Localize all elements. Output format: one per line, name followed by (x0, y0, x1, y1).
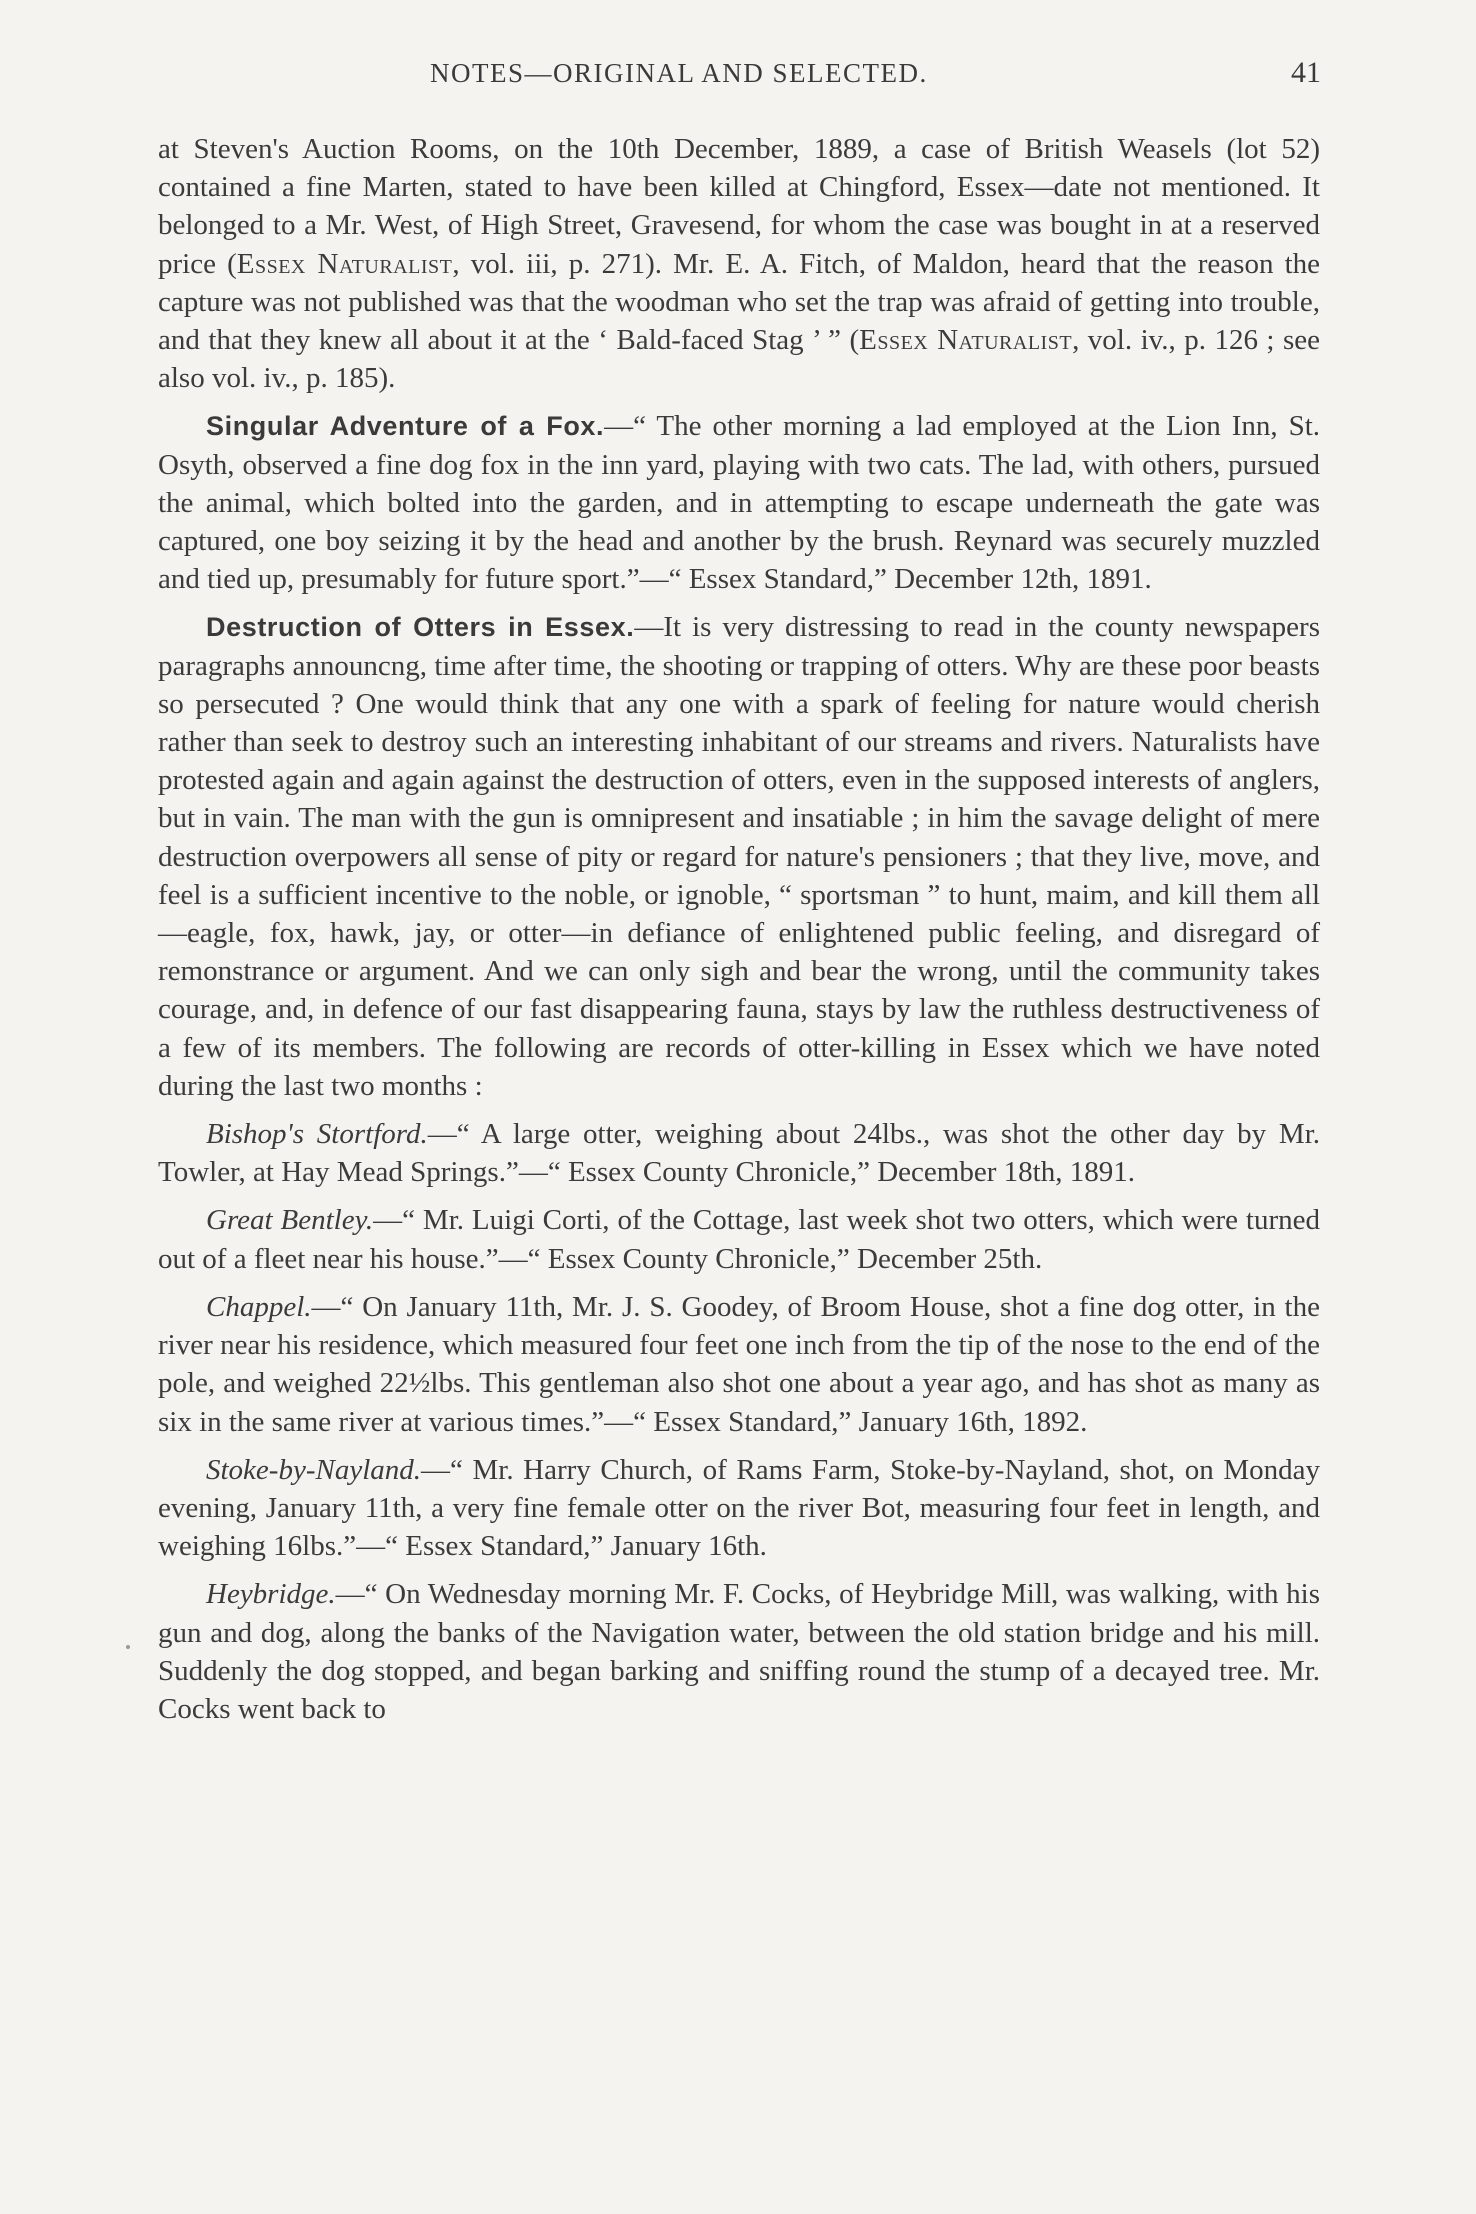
text-run: at Steven's Auction Rooms, on the 10th December, 1889, a case of British Weasels (lot 52) contained a fine Marten, stated to have been killed at Chingford, Essex—date not mentioned. It belonged to a Mr. West, of High Street, Gravesend, for whom the case was bought in at a reserved price ( (158, 133, 1320, 280)
running-head (160, 58, 1321, 98)
paragraph-marten (158, 130, 1320, 397)
paragraph-otters (158, 608, 1320, 1105)
record-heybridge (158, 1575, 1320, 1728)
record-bishops-stortford (158, 1115, 1320, 1191)
ink-speck (126, 1645, 130, 1649)
place-name: Great Bentley. (206, 1204, 374, 1237)
record-great-bentley (158, 1201, 1320, 1277)
text-run: , vol. iii, p. 271). Mr. E. A. Fitch, of Maldon, heard that the reason the capture was not published was that the woodman who set the trap was afraid of getting into trouble, and that they knew all about it at the ‘ Bald-faced Stag ’ ” ( (158, 247, 1321, 357)
record-text: —“ Mr. Luigi Corti, of the Cottage, last week shot two otters, which were turned out of a fleet near his house.”—“ Essex County Chronicle,” December 25th. (158, 1204, 1320, 1275)
record-chappel (158, 1288, 1320, 1441)
page-number: 41 (1291, 56, 1321, 89)
text-run: —“ The other morning a lad employed at the Lion Inn, St. Osyth, observed a fine dog fox in the inn yard, playing with two cats. The lad, with others, pursued the animal, which bolted into the garden, and in attempting to escape underneath the gate was captured, one boy seizing it by the head and another by the brush. Reynard was securely muzzled and tied up, presumably for future sport.”—“ Essex Standard,” December 12th, 1891. (158, 410, 1320, 596)
place-name: Bishop's Stortford. (206, 1118, 428, 1151)
record-text: —“ Mr. Harry Church, of Rams Farm, Stoke-by-Nayland, shot, on Monday evening, January 11th, a very fine female otter on the river Bot, measuring four feet in length, and weighing 16lbs.”—“ Essex Standard,” January 16th. (158, 1453, 1320, 1563)
record-stoke-by-nayland (158, 1451, 1320, 1566)
place-name: Chappel. (206, 1290, 312, 1323)
body-text (158, 130, 1320, 1738)
place-name: Heybridge. (206, 1578, 336, 1611)
text-run: , vol. iv., p. 126 ; see also vol. iv., p. 185). (158, 324, 1320, 395)
section-heading-fox: Singular Adventure of a Fox. (206, 411, 605, 442)
record-text: —“ A large otter, weighing about 24lbs., was shot the other day by Mr. Towler, at Hay Mead Springs.”—“ Essex County Chronicle,” December 18th, 1891. (158, 1118, 1321, 1189)
journal-name: Essex Naturalist (859, 324, 1073, 357)
text-run: —It is very distressing to read in the county newspapers paragraphs announcng, time after time, the shooting or trapping of otters. Why are these poor beasts so persecuted ? One would think that any one with a spark of feeling for nature would cherish rather than seek to destroy such an interesting inhabitant of our streams and rivers. Naturalists have protested again and again against the destruction of otters, even in the supposed interests of anglers, but in vain. The man with the gun is omnipresent and insatiable ; in him the savage delight of mere destruction overpowers all sense of pity or regard for nature's pensioners ; that they live, move, and feel is a sufficient incentive to the noble, or ignoble, “ sportsman ” to hunt, maim, and kill them all —eagle, fox, hawk, jay, or otter—in defiance of enlightened public feeling, and disregard of remonstrance or argument. And we can only sigh and bear the wrong, until the community takes courage, and, in defence of our fast disappearing fauna, stays by law the ruthless destructiveness of a few of its members. The following are records of otter-killing in Essex which we have noted during the last two months : (158, 611, 1320, 1102)
journal-name: Essex Naturalist (236, 247, 453, 280)
paragraph-fox (158, 407, 1320, 598)
place-name: Stoke-by-Nayland. (206, 1453, 422, 1486)
record-text: —“ On Wednesday morning Mr. F. Cocks, of Heybridge Mill, was walking, with his gun and dog, along the banks of the Navigation water, between the old station bridge and his mill. Suddenly the dog stopped, and began barking and sniffing round the stump of a decayed tree. Mr. Cocks went back to (158, 1578, 1320, 1725)
record-text: —“ On January 11th, Mr. J. S. Goodey, of Broom House, shot a fine dog otter, in the river near his residence, which measured four feet one inch from the tip of the nose to the end of the pole, and weighed 22½lbs. This gentleman also shot one about a year ago, and has shot as many as six in the same river at various times.”—“ Essex Standard,” January 16th, 1892. (158, 1290, 1320, 1438)
running-title: NOTES—ORIGINAL AND SELECTED. (430, 58, 928, 88)
section-heading-otters: Destruction of Otters in Essex. (206, 612, 635, 643)
